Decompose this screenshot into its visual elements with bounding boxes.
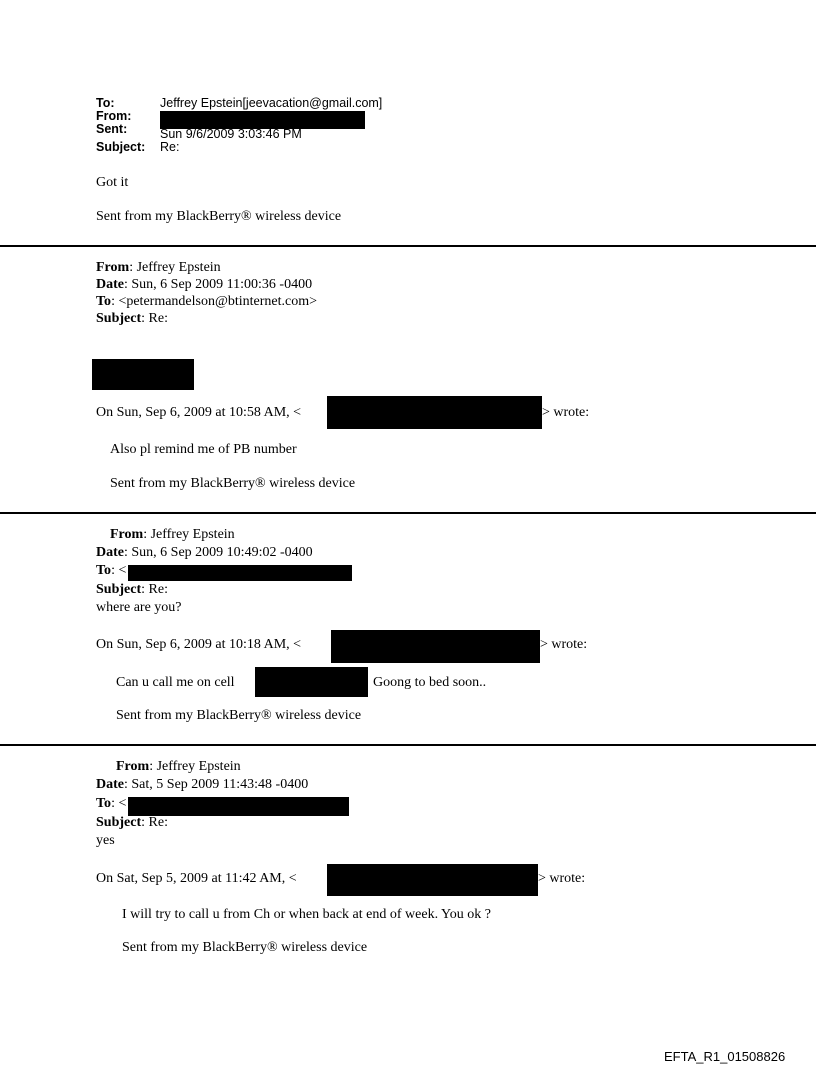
divider: [0, 512, 816, 514]
from-value: : Jeffrey Epstein: [129, 260, 221, 275]
document-id: EFTA_R1_01508826: [664, 1049, 786, 1064]
date-label: Date: [96, 545, 124, 560]
from-line: [116, 759, 241, 775]
quote-intro-prefix: On Sat, Sep 5, 2009 at 11:42 AM, <: [96, 871, 297, 886]
redaction-box: [327, 864, 538, 896]
to-value: : <petermandelson@btinternet.com>: [111, 294, 318, 309]
date-line: [96, 777, 308, 793]
to-line: [96, 796, 126, 812]
date-line: [96, 545, 313, 561]
reply-signature: Sent from my BlackBerry® wireless device: [96, 209, 342, 224]
redaction-box: [255, 667, 368, 697]
date-line: [96, 277, 312, 293]
date-label: Date: [96, 277, 124, 292]
to-value: Jeffrey Epstein[jeevacation@gmail.com]: [160, 96, 383, 110]
subject-line: [96, 582, 168, 598]
subject-label: Subject:: [96, 140, 146, 154]
quoted-body-start: Can u call me on cell: [116, 675, 235, 690]
from-line: [110, 527, 235, 543]
quoted-body: Also pl remind me of PB number: [110, 442, 297, 457]
from-label: From: [116, 759, 150, 774]
quote-intro-prefix: On Sun, Sep 6, 2009 at 10:58 AM, <: [96, 405, 302, 420]
quoted-signature: Sent from my BlackBerry® wireless device: [122, 940, 368, 955]
quoted-signature: Sent from my BlackBerry® wireless device: [110, 476, 356, 491]
date-value: : Sat, 5 Sep 2009 11:43:48 -0400: [124, 777, 309, 792]
redaction-box: [128, 565, 352, 581]
to-label: To: [96, 294, 112, 309]
quoted-signature: Sent from my BlackBerry® wireless device: [116, 708, 362, 723]
subject-value: : Re:: [141, 815, 168, 830]
quoted-body-end: Goong to bed soon..: [373, 675, 487, 690]
quote-intro-prefix: On Sun, Sep 6, 2009 at 10:18 AM, <: [96, 637, 302, 652]
divider: [0, 245, 816, 247]
sent-label: Sent:: [96, 122, 128, 136]
message-body: where are you?: [96, 600, 182, 615]
quote-intro-suffix: > wrote:: [542, 405, 590, 420]
date-label: Date: [96, 777, 124, 792]
redaction-box: [331, 630, 540, 663]
subject-label: Subject: [96, 582, 142, 597]
message-body: yes: [96, 833, 115, 848]
divider: [0, 744, 816, 746]
subject-value: : Re:: [141, 582, 168, 597]
from-label: From: [96, 260, 130, 275]
to-value: : <: [111, 796, 127, 811]
subject-value: Re:: [160, 140, 180, 154]
subject-line: [96, 311, 168, 327]
to-value: : <: [111, 563, 127, 578]
subject-value: : Re:: [141, 311, 168, 326]
to-line: [96, 294, 317, 310]
date-value: : Sun, 6 Sep 2009 11:00:36 -0400: [124, 277, 313, 292]
from-value: : Jeffrey Epstein: [149, 759, 241, 774]
reply-body: Got it: [96, 175, 129, 190]
from-label: From:: [96, 109, 132, 123]
redaction-box: [92, 359, 194, 390]
subject-label: Subject: [96, 815, 142, 830]
to-label: To: [96, 796, 112, 811]
quote-intro-suffix: > wrote:: [538, 871, 586, 886]
quoted-body: I will try to call u from Ch or when back at end of week. You ok ?: [122, 907, 491, 922]
date-value: : Sun, 6 Sep 2009 10:49:02 -0400: [124, 545, 313, 560]
from-line: [96, 260, 221, 276]
from-value: : Jeffrey Epstein: [143, 527, 235, 542]
subject-label: Subject: [96, 311, 142, 326]
sent-value: Sun 9/6/2009 3:03:46 PM: [160, 127, 302, 141]
redaction-box: [327, 396, 542, 429]
quote-intro-suffix: > wrote:: [540, 637, 588, 652]
to-line: [96, 563, 126, 579]
from-label: From: [110, 527, 144, 542]
to-label: To: [96, 563, 112, 578]
redaction-box: [128, 797, 349, 816]
subject-line: [96, 815, 168, 831]
to-label: To:: [96, 96, 115, 110]
